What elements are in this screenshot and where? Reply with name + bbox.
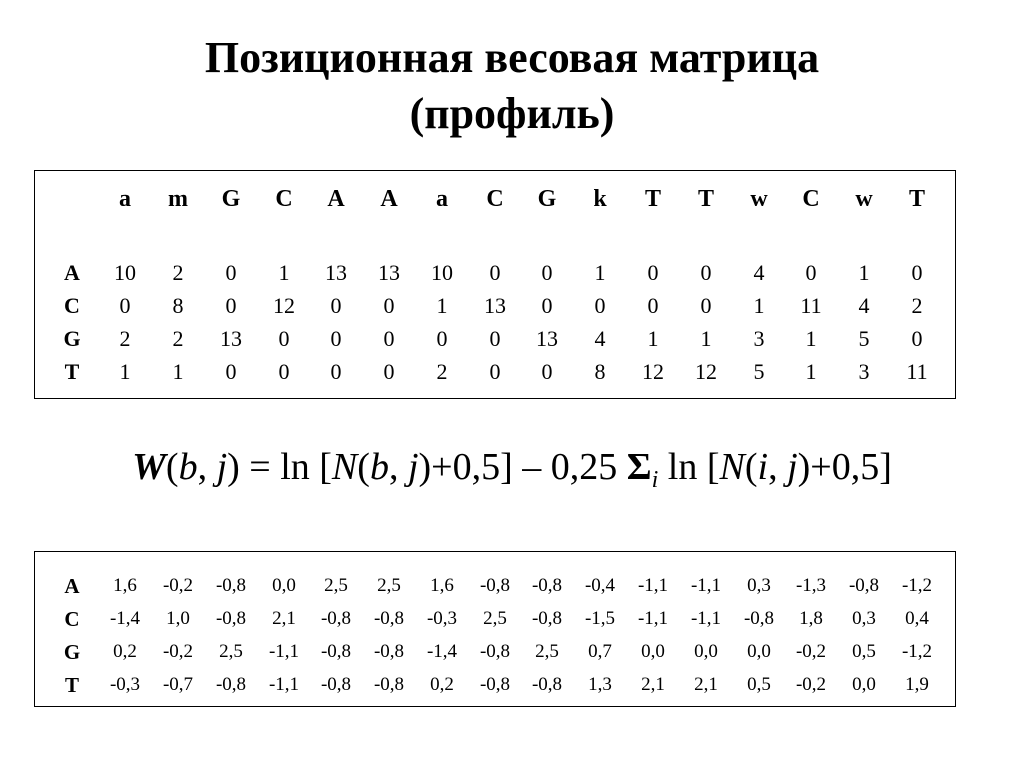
counts-cell: 2 xyxy=(119,326,131,351)
counts-header-cell: C xyxy=(486,186,504,212)
weights-row-label: C xyxy=(64,607,80,631)
formula-var: N xyxy=(331,446,358,488)
weights-cell: -0,8 xyxy=(848,575,880,596)
formula-part: ( xyxy=(744,446,758,488)
counts-cell: 0 xyxy=(700,293,712,318)
counts-cell: 0 xyxy=(805,260,817,285)
counts-cell: 0 xyxy=(541,260,553,285)
weights-cell: -1,2 xyxy=(901,641,933,662)
counts-header-cell: w xyxy=(855,186,873,212)
weights-cell: -0,8 xyxy=(215,674,247,695)
counts-cell: 0 xyxy=(489,326,501,351)
counts-cell: 8 xyxy=(594,359,606,384)
formula-w: W xyxy=(132,446,166,488)
formula-part: , xyxy=(768,446,788,488)
counts-cell: 13 xyxy=(484,293,506,318)
weights-cell: -0,8 xyxy=(479,674,511,695)
weights-cell: -0,8 xyxy=(373,641,405,662)
counts-cell: 0 xyxy=(383,359,395,384)
counts-header-cell: A xyxy=(380,186,398,212)
title-line-1: Позиционная весовая матрица xyxy=(204,33,820,82)
weights-cell: -1,3 xyxy=(795,575,827,596)
counts-cell: 13 xyxy=(220,326,242,351)
weights-cell: -0,8 xyxy=(215,575,247,596)
counts-header-cell: k xyxy=(593,186,607,212)
counts-cell: 0 xyxy=(383,293,395,318)
formula-sigma: Σ xyxy=(626,446,652,488)
weights-cell: -0,8 xyxy=(479,641,511,662)
weights-cell: 1,3 xyxy=(588,674,612,695)
counts-cell: 0 xyxy=(647,293,659,318)
counts-cell: 0 xyxy=(225,260,237,285)
counts-cell: 12 xyxy=(695,359,717,384)
weights-cell: 1,6 xyxy=(430,575,454,596)
counts-cell: 13 xyxy=(378,260,400,285)
weights-cell: 2,5 xyxy=(535,641,559,662)
counts-cell: 0 xyxy=(330,293,342,318)
counts-cell: 10 xyxy=(431,260,453,285)
weights-cell: -1,1 xyxy=(637,575,669,596)
title-line-2: (профиль) xyxy=(409,89,615,138)
weight-formula xyxy=(0,445,1024,494)
formula-var: j xyxy=(787,446,798,488)
counts-cell: 1 xyxy=(805,326,817,351)
weights-cell: 1,6 xyxy=(113,575,137,596)
counts-header-cell: T xyxy=(697,186,715,212)
weights-cell: 0,0 xyxy=(641,641,665,662)
weights-cell: -1,1 xyxy=(268,674,300,695)
weights-cell: 0,5 xyxy=(852,641,876,662)
counts-cell: 1 xyxy=(278,260,290,285)
counts-cell: 12 xyxy=(273,293,295,318)
counts-cell: 0 xyxy=(330,359,342,384)
weights-row-label: T xyxy=(64,673,80,697)
counts-header-cell: T xyxy=(644,186,662,212)
weights-row-label: G xyxy=(63,640,81,664)
formula-var: N xyxy=(719,446,745,488)
weights-cell: -0,2 xyxy=(795,674,827,695)
weights-cell: -0,3 xyxy=(426,608,458,629)
counts-cell: 2 xyxy=(172,326,184,351)
weights-matrix xyxy=(34,551,956,707)
counts-cell: 0 xyxy=(541,359,553,384)
counts-cell: 1 xyxy=(805,359,817,384)
weights-cell: -0,8 xyxy=(531,674,563,695)
counts-cell: 0 xyxy=(278,326,290,351)
weights-cell: -0,2 xyxy=(162,641,194,662)
counts-header-cell: m xyxy=(168,186,188,212)
counts-cell: 0 xyxy=(700,260,712,285)
page-title xyxy=(0,30,1024,142)
weights-cell: -0,8 xyxy=(320,674,352,695)
counts-header-cell: a xyxy=(119,186,131,212)
counts-cell: 0 xyxy=(541,293,553,318)
weights-cell: 0,3 xyxy=(747,575,771,596)
counts-header-cell: C xyxy=(275,186,293,212)
weights-cell: 0,0 xyxy=(272,575,296,596)
counts-cell: 1 xyxy=(858,260,870,285)
weights-cell: -0,8 xyxy=(215,608,247,629)
weights-cell: 2,5 xyxy=(219,641,243,662)
counts-cell: 12 xyxy=(642,359,664,384)
counts-cell: 0 xyxy=(489,260,501,285)
weights-cell: 0,0 xyxy=(747,641,771,662)
counts-cell: 1 xyxy=(753,293,765,318)
formula-part: ) = ln [ xyxy=(227,446,332,488)
weights-cell: 0,2 xyxy=(430,674,454,695)
weights-cell: 2,1 xyxy=(641,674,665,695)
formula-var: j xyxy=(216,446,228,488)
formula-part: , xyxy=(388,446,408,488)
counts-cell: 5 xyxy=(858,326,870,351)
weights-cell: -1,4 xyxy=(109,608,141,629)
weights-cell: -0,4 xyxy=(584,575,616,596)
counts-cell: 4 xyxy=(753,260,765,285)
weights-cell: -0,8 xyxy=(479,575,511,596)
counts-header-cell: G xyxy=(537,186,557,212)
weights-cell: 2,5 xyxy=(324,575,348,596)
counts-row-label: T xyxy=(64,359,80,384)
weights-cell: -0,8 xyxy=(531,608,563,629)
weights-cell: 1,9 xyxy=(905,674,929,695)
counts-matrix xyxy=(34,170,956,399)
formula-part: )+0,5] – 0,25 xyxy=(418,446,627,488)
weights-cell: -0,8 xyxy=(320,641,352,662)
weights-cell: 2,5 xyxy=(483,608,507,629)
counts-cell: 0 xyxy=(489,359,501,384)
weights-cell: -1,4 xyxy=(426,641,458,662)
counts-header-cell: w xyxy=(750,186,768,212)
counts-cell: 1 xyxy=(172,359,184,384)
counts-cell: 2 xyxy=(172,260,184,285)
counts-row-label: A xyxy=(64,260,80,285)
formula-part: ( xyxy=(357,446,370,488)
counts-cell: 0 xyxy=(911,260,923,285)
counts-cell: 0 xyxy=(436,326,448,351)
formula-subscript: i xyxy=(651,467,659,493)
formula-var: b xyxy=(178,446,198,488)
counts-cell: 1 xyxy=(700,326,712,351)
weights-cell: 1,0 xyxy=(166,608,190,629)
counts-cell: 0 xyxy=(278,359,290,384)
counts-header-cell: A xyxy=(327,186,345,212)
counts-cell: 2 xyxy=(436,359,448,384)
counts-cell: 13 xyxy=(325,260,347,285)
counts-header-cell: a xyxy=(436,186,448,212)
weights-cell: 0,3 xyxy=(852,608,876,629)
formula-part: ( xyxy=(165,446,179,488)
counts-cell: 3 xyxy=(753,326,765,351)
counts-cell: 1 xyxy=(594,260,606,285)
weights-cell: 0,2 xyxy=(113,641,137,662)
counts-cell: 11 xyxy=(800,293,822,318)
counts-cell: 4 xyxy=(858,293,870,318)
weights-cell: 0,5 xyxy=(747,674,771,695)
counts-cell: 1 xyxy=(647,326,659,351)
weights-cell: -0,8 xyxy=(320,608,352,629)
formula-part: ln [ xyxy=(658,446,720,488)
counts-header-cell: G xyxy=(221,186,241,212)
weights-cell: -0,2 xyxy=(162,575,194,596)
weights-cell: -1,2 xyxy=(901,575,933,596)
counts-cell: 0 xyxy=(911,326,923,351)
counts-cell: 0 xyxy=(119,293,131,318)
weights-cell: 2,1 xyxy=(694,674,718,695)
weights-cell: -1,1 xyxy=(690,608,722,629)
counts-cell: 13 xyxy=(536,326,558,351)
counts-cell: 10 xyxy=(114,260,136,285)
weights-cell: -0,7 xyxy=(162,674,194,695)
counts-cell: 2 xyxy=(911,293,923,318)
weights-cell: 1,8 xyxy=(799,608,823,629)
formula-var: b xyxy=(369,446,389,488)
counts-cell: 1 xyxy=(119,359,131,384)
weights-cell: -0,3 xyxy=(109,674,141,695)
counts-cell: 11 xyxy=(906,359,928,384)
counts-cell: 0 xyxy=(647,260,659,285)
formula-part: )+0,5] xyxy=(797,446,892,488)
counts-cell: 4 xyxy=(594,326,606,351)
weights-cell: -0,8 xyxy=(373,608,405,629)
counts-cell: 3 xyxy=(858,359,870,384)
counts-cell: 1 xyxy=(436,293,448,318)
weights-cell: -0,8 xyxy=(743,608,775,629)
counts-cell: 0 xyxy=(383,326,395,351)
weights-cell: -1,5 xyxy=(584,608,616,629)
weights-cell: 0,4 xyxy=(905,608,929,629)
counts-header-cell: C xyxy=(802,186,820,212)
formula-part: , xyxy=(197,446,217,488)
weights-cell: 0,0 xyxy=(694,641,718,662)
counts-row-label: G xyxy=(63,326,81,351)
weights-cell: -0,8 xyxy=(373,674,405,695)
counts-cell: 0 xyxy=(594,293,606,318)
weights-row-label: A xyxy=(64,574,80,598)
counts-header-cell: T xyxy=(908,186,926,212)
weights-cell: -1,1 xyxy=(268,641,300,662)
counts-cell: 5 xyxy=(753,359,765,384)
formula-var: j xyxy=(407,446,419,488)
weights-cell: -0,2 xyxy=(795,641,827,662)
counts-cell: 0 xyxy=(225,359,237,384)
weights-cell: -1,1 xyxy=(637,608,669,629)
weights-cell: 2,5 xyxy=(377,575,401,596)
counts-row-label: C xyxy=(64,293,80,318)
weights-cell: 2,1 xyxy=(272,608,296,629)
weights-cell: 0,7 xyxy=(588,641,612,662)
weights-cell: -0,8 xyxy=(531,575,563,596)
weights-cell: -1,1 xyxy=(690,575,722,596)
counts-cell: 8 xyxy=(172,293,184,318)
formula-var: i xyxy=(757,446,769,488)
counts-cell: 0 xyxy=(225,293,237,318)
weights-cell: 0,0 xyxy=(852,674,876,695)
counts-cell: 0 xyxy=(330,326,342,351)
